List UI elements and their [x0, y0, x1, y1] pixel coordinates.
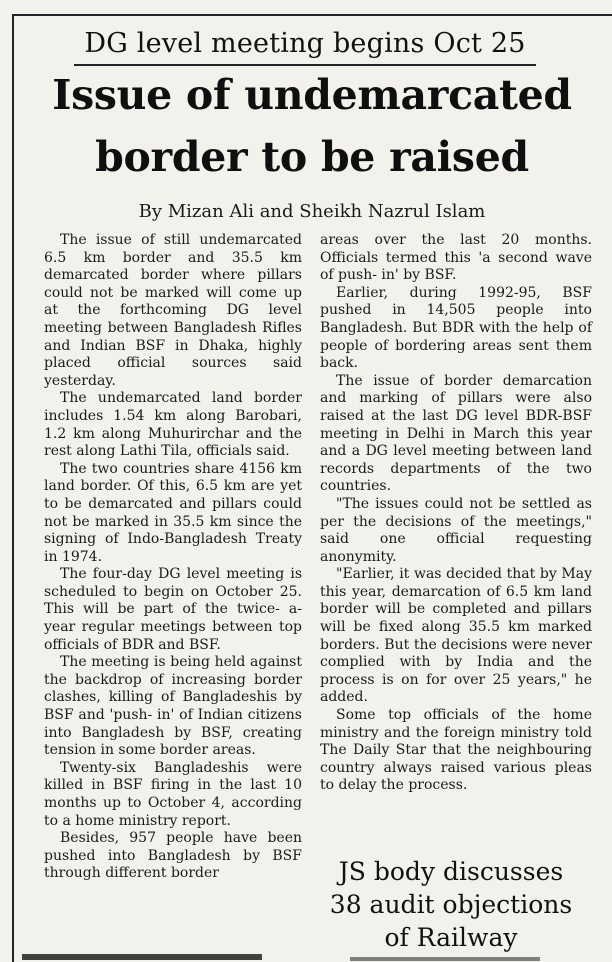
headline-line-2: border to be raised	[95, 133, 529, 181]
paragraph: "The issues could not be settled as per the decisions of the meetings," said one official requesting anonymity.	[320, 495, 592, 565]
cropped-text-fragment	[22, 950, 262, 962]
paragraph: Twenty-six Bangladeshis were killed in BSF firing in the last 10 months up to October 4, according to a home ministry report.	[44, 759, 302, 829]
related-headline-line-1: JS body discusses	[338, 857, 564, 886]
paragraph: The two countries share 4156 km land border. Of this, 6.5 km are yet to be demarcated and pillars could not be marked in 35.5 km since the signing of Indo-Bangladesh Treaty in 1974.	[44, 460, 302, 565]
paragraph: The four-day DG level meeting is scheduled to begin on October 25. This will be part of the twice- a- year regular meetings between top officials of BDR and BSF.	[44, 566, 302, 653]
top-rule	[12, 14, 612, 16]
paragraph: Besides, 957 people have been pushed into Bangladesh by BSF through different border	[44, 830, 302, 882]
kicker-underline	[74, 64, 536, 66]
related-headline-line-3: of Railway	[384, 923, 518, 952]
paragraph: areas over the last 20 months. Officials termed this 'a second wave of push- in' by BSF.	[320, 232, 592, 284]
related-story-headline	[318, 855, 584, 954]
paragraph: The issue of still undemarcated 6.5 km border and 35.5 km demarcated border where pillars could not be marked will come up at the forthcoming DG level meeting between Bangladesh Rifles and Indian BSF in Dhaka, highly placed official sources said yesterday.	[44, 232, 302, 389]
paragraph: Earlier, during 1992-95, BSF pushed in 14,505 people into Bangladesh. But BDR with the help of people of bordering areas sent them back.	[320, 284, 592, 372]
article-column-left	[44, 232, 302, 883]
paragraph: The issue of border demarcation and marking of pillars were also raised at the last DG level BDR-BSF meeting in Delhi in March this year and a DG level meeting between land records departments of the two countries.	[320, 372, 592, 495]
kicker-headline: DG level meeting begins Oct 25	[84, 28, 526, 59]
paragraph: Some top officials of the home ministry and the foreign ministry told The Daily Star that the neighbouring country always raised various pleas to delay the process.	[320, 707, 592, 794]
cropped-text-fragment	[350, 953, 540, 962]
article-column-right	[320, 232, 592, 795]
paragraph: The meeting is being held against the backdrop of increasing border clashes, killing of Bangladeshis by BSF and 'push- in' of Indian citizens into Bangladesh by BSF, creating tension in some border areas.	[44, 654, 302, 759]
paragraph: "Earlier, it was decided that by May this year, demarcation of 6.5 km land border will be completed and pillars will be fixed along 35.5 km marked borders. But the decisions were never complied with by India and the process is on for over 25 years," he added.	[320, 566, 592, 706]
paragraph: The undemarcated land border includes 1.54 km along Barobari, 1.2 km along Muhurirchar and the rest along Lathi Tila, officials said.	[44, 390, 302, 460]
byline: By Mizan Ali and Sheikh Nazrul Islam	[138, 201, 486, 222]
headline-line-1: Issue of undemarcated	[52, 71, 572, 119]
related-headline-line-2: 38 audit objections	[329, 890, 573, 919]
